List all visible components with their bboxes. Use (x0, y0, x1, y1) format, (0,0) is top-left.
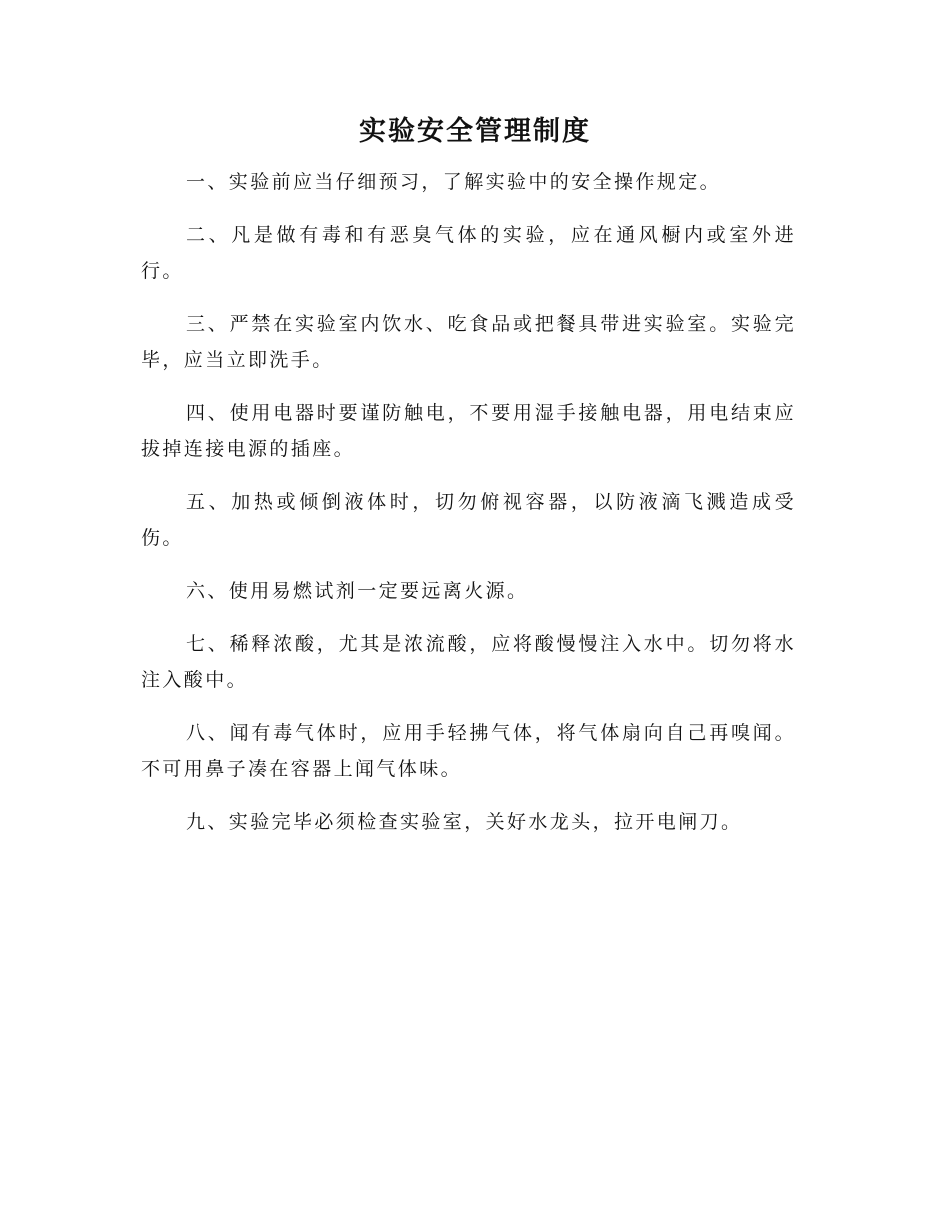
rule-paragraph-2: 二、凡是做有毒和有恶臭气体的实验，应在通风橱内或室外进行。 (141, 224, 796, 282)
rule-paragraph-3: 三、严禁在实验室内饮水、吃食品或把餐具带进实验室。实验完毕，应当立即洗手。 (141, 313, 796, 371)
rule-paragraph-4: 四、使用电器时要谨防触电，不要用湿手接触电器，用电结束应拔掉连接电源的插座。 (141, 402, 796, 460)
rule-paragraph-5: 五、加热或倾倒液体时，切勿俯视容器，以防液滴飞溅造成受伤。 (141, 491, 796, 549)
rule-paragraph-1: 一、实验前应当仔细预习，了解实验中的安全操作规定。 (186, 171, 722, 193)
rule-paragraph-9: 九、实验完毕必须检查实验室，关好水龙头，拉开电闸刀。 (186, 811, 743, 833)
rule-paragraph-7: 七、稀释浓酸，尤其是浓流酸，应将酸慢慢注入水中。切勿将水注入酸中。 (141, 633, 796, 691)
rule-paragraph-6: 六、使用易燃试剂一定要远离火源。 (186, 580, 529, 602)
rule-paragraph-8: 八、闻有毒气体时，应用手轻拂气体，将气体扇向自己再嗅闻。不可用鼻子凑在容器上闻气体味。 (141, 722, 796, 780)
document-body (141, 164, 796, 857)
document-title: 实验安全管理制度 (359, 116, 591, 147)
